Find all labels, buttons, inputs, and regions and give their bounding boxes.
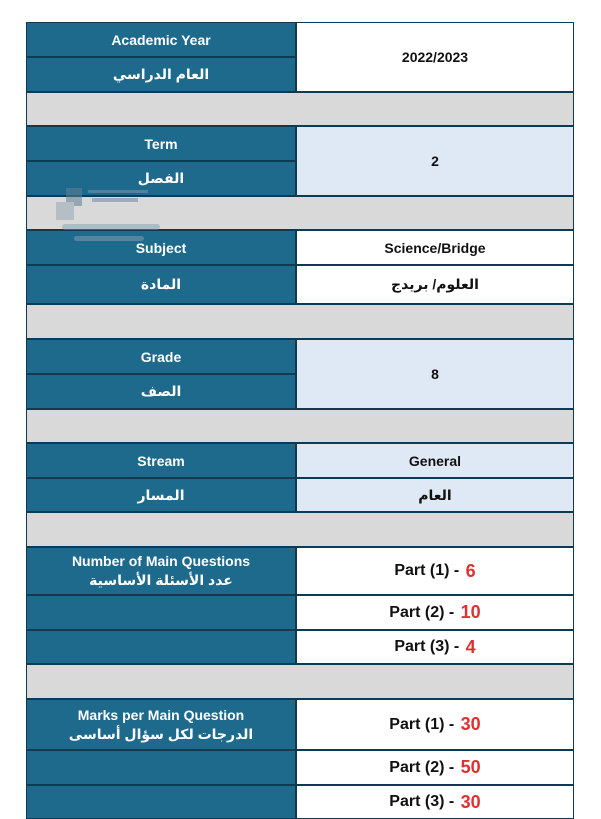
subject-label-ar: المادة: [26, 265, 296, 304]
stream-label-ar: المسار: [26, 478, 296, 512]
part-count: 4: [465, 636, 476, 657]
grade-label-ar: الصف: [26, 374, 296, 409]
main-questions-part-1: [296, 547, 574, 595]
academic-year-label-en: Academic Year: [26, 22, 296, 57]
main-questions-label-ar: عدد الأسئلة الأساسية: [89, 572, 233, 588]
grade-value: 8: [296, 339, 574, 409]
part-marks: 30: [460, 714, 481, 734]
main-questions-part-2: [296, 595, 574, 630]
subject-value-en: Science/Bridge: [296, 230, 574, 265]
stream-label-en: Stream: [26, 443, 296, 478]
marks-part-3: [296, 785, 574, 819]
term-label-ar: الفصل: [26, 161, 296, 196]
part-label: Part (1) -: [394, 562, 460, 579]
part-label: Part (1) -: [389, 715, 455, 733]
main-questions-part-3: [296, 630, 574, 664]
separator-row: [26, 409, 574, 443]
stream-value-en: General: [296, 443, 574, 478]
stream-value-ar: العام: [296, 478, 574, 512]
separator-row: [26, 512, 574, 547]
marks-per-question-label: [26, 699, 296, 750]
separator-row: [26, 92, 574, 126]
main-questions-label: [26, 547, 296, 595]
part-count: 6: [465, 560, 476, 581]
academic-year-label-ar: العام الدراسي: [26, 57, 296, 92]
main-questions-label-filler: [26, 595, 296, 630]
part-marks: 50: [460, 757, 481, 777]
subject-label-en: Subject: [26, 230, 296, 265]
main-questions-label-en: Number of Main Questions: [71, 553, 251, 569]
separator-row: [26, 304, 574, 339]
marks-part-2: [296, 750, 574, 785]
marks-per-question-label-ar: الدرجات لكل سؤال أساسى: [68, 725, 254, 742]
term-label-en: Term: [26, 126, 296, 161]
part-label: Part (3) -: [394, 638, 460, 655]
term-value: 2: [296, 126, 574, 196]
grade-label-en: Grade: [26, 339, 296, 374]
part-label: Part (3) -: [389, 793, 455, 810]
part-label: Part (2) -: [389, 603, 455, 621]
marks-label-filler: [26, 785, 296, 819]
marks-part-1: [296, 699, 574, 750]
separator-row: [26, 664, 574, 699]
subject-value-ar: العلوم/ بريدج: [296, 265, 574, 304]
watermark-logo-icon: [52, 184, 172, 254]
academic-year-value: 2022/2023: [296, 22, 574, 92]
part-marks: 30: [460, 791, 481, 812]
marks-label-filler: [26, 750, 296, 785]
marks-per-question-label-en: Marks per Main Question: [77, 706, 245, 723]
part-label: Part (2) -: [389, 758, 455, 776]
part-count: 10: [460, 602, 481, 622]
main-questions-label-filler: [26, 630, 296, 664]
